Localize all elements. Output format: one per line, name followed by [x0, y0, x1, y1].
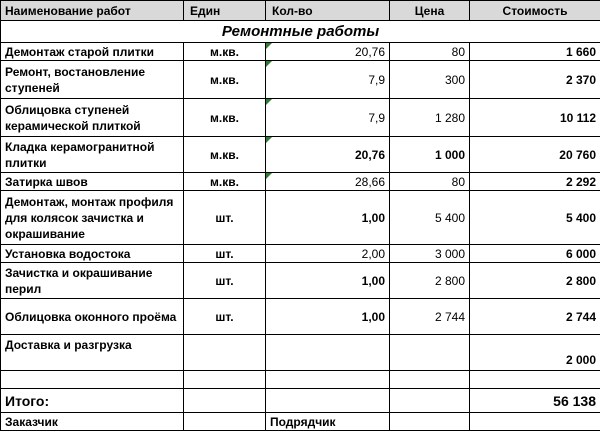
row-name: Затирка швов: [1, 173, 184, 191]
row-name: Зачистка и окрашивание перил: [1, 263, 184, 299]
table-row: [1, 43, 600, 61]
row-name: Кладка керамогранитной плитки: [1, 137, 184, 173]
row-name: Установка водостока: [1, 245, 184, 263]
row-cost: 5 400: [470, 191, 600, 245]
row-price: 80: [390, 43, 470, 61]
header-price: Цена: [390, 1, 470, 21]
table-row: [1, 99, 600, 137]
table-row: [1, 299, 600, 335]
table-row: [1, 335, 600, 371]
row-price: 1 280: [390, 99, 470, 137]
total-label: Итого:: [1, 389, 184, 413]
total-row: [1, 389, 600, 413]
row-cost: 2 800: [470, 263, 600, 299]
header-cost: Стоимость: [470, 1, 600, 21]
row-qty: 1,00: [266, 263, 390, 299]
row-price: 1 000: [390, 137, 470, 173]
table-row: [1, 263, 600, 299]
section-title: Ремонтные работы: [1, 21, 600, 43]
row-cost: 20 760: [470, 137, 600, 173]
row-unit: шт.: [184, 191, 266, 245]
empty-row: [1, 371, 600, 389]
row-cost: 6 000: [470, 245, 600, 263]
row-unit: шт.: [184, 245, 266, 263]
row-qty: [266, 335, 390, 371]
row-cost: 2 744: [470, 299, 600, 335]
row-price: 2 800: [390, 263, 470, 299]
row-cost: 2 000: [470, 335, 600, 371]
row-qty: 7,9: [266, 99, 390, 137]
row-name: Демонтаж, монтаж профиля для колясок зачистка и окрашивание: [1, 191, 184, 245]
row-price: 2 744: [390, 299, 470, 335]
row-cost: 10 112: [470, 99, 600, 137]
row-cost: 1 660: [470, 43, 600, 61]
table-row: [1, 245, 600, 263]
row-qty: 28,66: [266, 173, 390, 191]
row-unit: м.кв.: [184, 173, 266, 191]
row-unit: шт.: [184, 299, 266, 335]
row-name: Облицовка оконного проёма: [1, 299, 184, 335]
row-price: [390, 335, 470, 371]
row-unit: м.кв.: [184, 43, 266, 61]
row-name: Ремонт, востановление ступеней: [1, 61, 184, 99]
row-cost: 2 370: [470, 61, 600, 99]
row-name: Демонтаж старой плитки: [1, 43, 184, 61]
row-qty: 20,76: [266, 43, 390, 61]
row-unit: м.кв.: [184, 61, 266, 99]
row-unit: м.кв.: [184, 137, 266, 173]
row-name: Облицовка ступеней керамической плиткой: [1, 99, 184, 137]
contractor-label: Подрядчик: [266, 413, 390, 431]
row-qty: 2,00: [266, 245, 390, 263]
row-unit: [184, 335, 266, 371]
total-value: 56 138: [470, 389, 600, 413]
table-row: [1, 173, 600, 191]
row-name: Доставка и разгрузка: [1, 335, 184, 371]
row-unit: шт.: [184, 263, 266, 299]
row-qty: 7,9: [266, 61, 390, 99]
row-price: 300: [390, 61, 470, 99]
table-row: [1, 191, 600, 245]
row-unit: м.кв.: [184, 99, 266, 137]
row-qty: 1,00: [266, 191, 390, 245]
table-row: [1, 61, 600, 99]
row-cost: 2 292: [470, 173, 600, 191]
header-row: [1, 1, 600, 21]
row-price: 80: [390, 173, 470, 191]
header-name: Наименование работ: [1, 1, 184, 21]
section-row: [1, 21, 600, 43]
table-row: [1, 137, 600, 173]
header-qty: Кол-во: [266, 1, 390, 21]
customer-label: Заказчик: [1, 413, 184, 431]
row-price: 3 000: [390, 245, 470, 263]
row-qty: 20,76: [266, 137, 390, 173]
row-qty: 1,00: [266, 299, 390, 335]
row-price: 5 400: [390, 191, 470, 245]
header-unit: Един: [184, 1, 266, 21]
